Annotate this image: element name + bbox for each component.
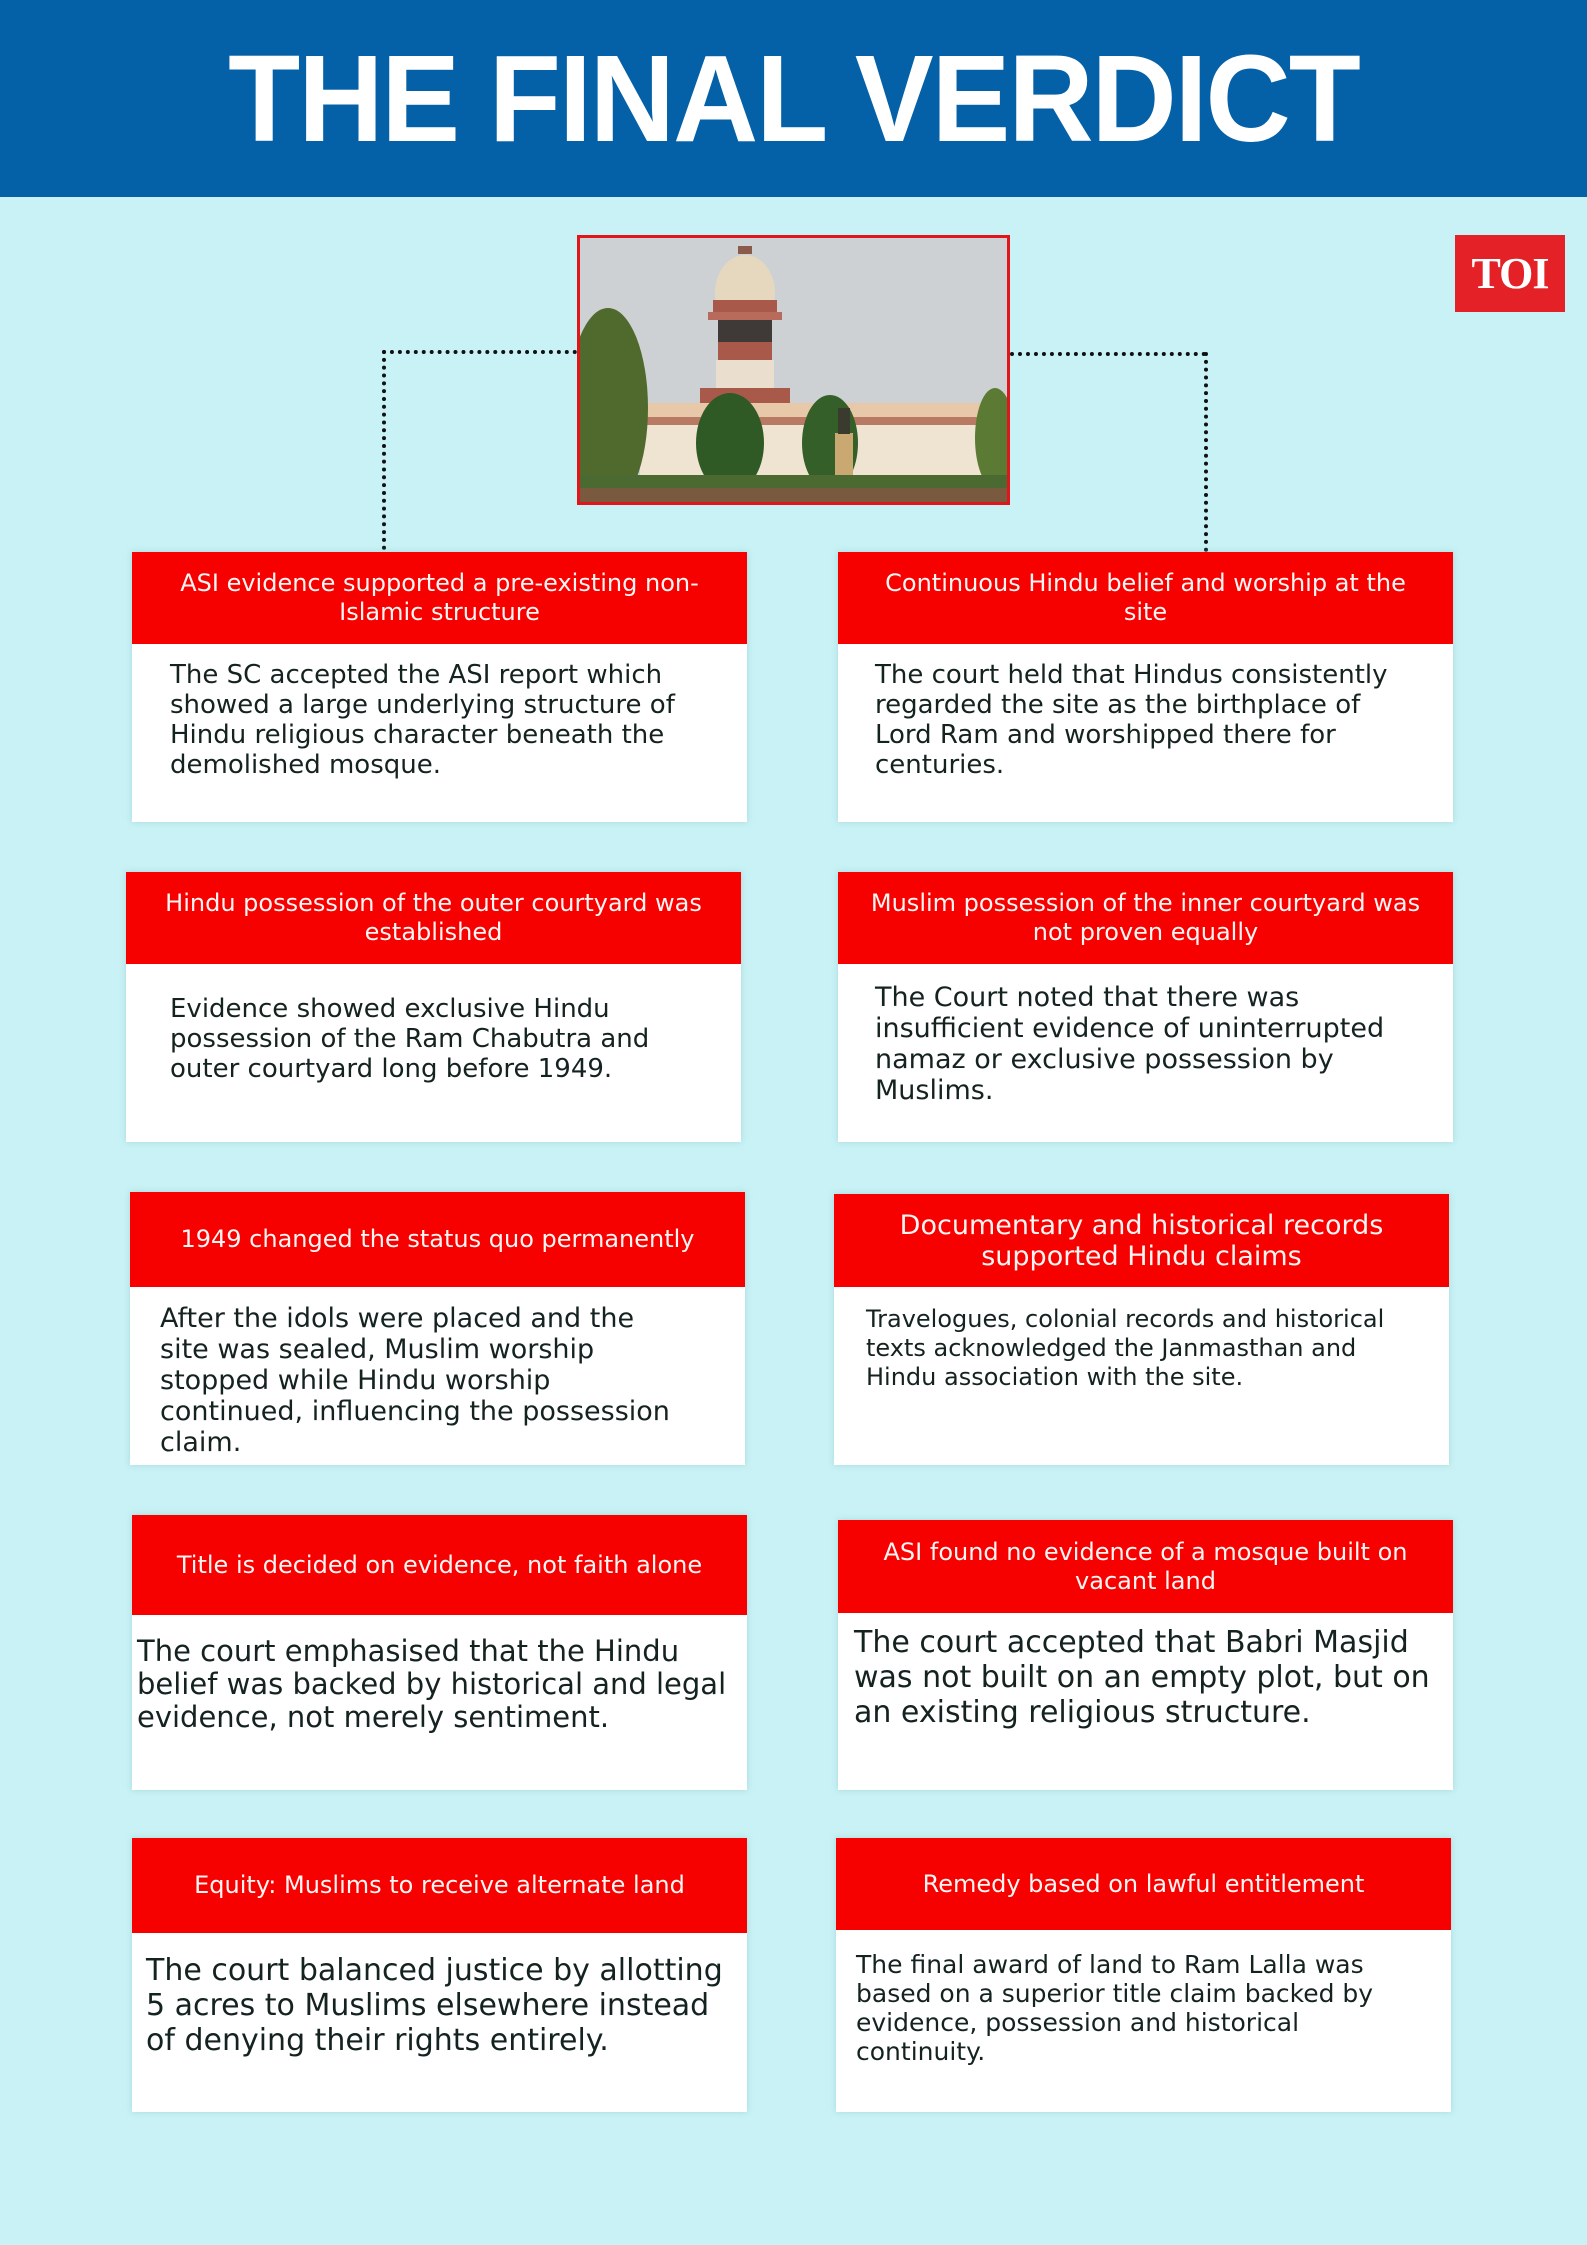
connector-left-horizontal	[382, 350, 577, 354]
card-header: ASI found no evidence of a mosque built on vacant land	[838, 1520, 1453, 1613]
toi-logo	[1455, 235, 1565, 312]
card-header: Remedy based on lawful entitlement	[836, 1838, 1451, 1930]
verdict-card-1949-status-quo	[130, 1192, 745, 1465]
title-banner	[0, 0, 1587, 197]
card-header: Equity: Muslims to receive alternate land	[132, 1838, 747, 1933]
verdict-card-evidence-not-faith	[132, 1515, 747, 1790]
verdict-card-no-vacant-land	[838, 1520, 1453, 1790]
page-title: THE FINAL VERDICT	[228, 29, 1359, 168]
supreme-court-photo	[577, 235, 1010, 505]
card-header: ASI evidence supported a pre-existing non-Islamic structure	[132, 552, 747, 644]
court-building-illustration	[580, 238, 1007, 502]
verdict-card-lawful-entitlement	[836, 1838, 1451, 2112]
card-body: The court accepted that Babri Masjid was not built on an empty plot, but on an existing religious structure.	[854, 1625, 1430, 1730]
connector-right-horizontal	[1010, 352, 1206, 356]
card-body: The Court noted that there was insufficient evidence of uninterrupted namaz or exclusive possession by Muslims.	[875, 982, 1385, 1106]
card-header: Hindu possession of the outer courtyard was established	[126, 872, 741, 964]
card-header: 1949 changed the status quo permanently	[130, 1192, 745, 1287]
card-body: The SC accepted the ASI report which showed a large underlying structure of Hindu religious character beneath the demolished mosque.	[170, 660, 675, 780]
card-header: Continuous Hindu belief and worship at the site	[838, 552, 1453, 644]
card-header: Title is decided on evidence, not faith alone	[132, 1515, 747, 1615]
card-body: The court balanced justice by allotting 5 acres to Muslims elsewhere instead of denying their rights entirely.	[146, 1953, 723, 2058]
card-body: The court held that Hindus consistently regarded the site as the birthplace of Lord Ram and worshipped there for centuries.	[875, 660, 1388, 780]
verdict-card-historical-records	[834, 1194, 1449, 1465]
card-body: Evidence showed exclusive Hindu possession of the Ram Chabutra and outer courtyard long before 1949.	[170, 994, 650, 1084]
toi-logo-text: TOI	[1471, 249, 1549, 298]
card-header: Documentary and historical records supported Hindu claims	[834, 1194, 1449, 1287]
connector-right-vertical	[1204, 352, 1208, 552]
card-body: After the idols were placed and the site was sealed, Muslim worship stopped while Hindu worship continued, influencing the possession claim.	[160, 1303, 670, 1458]
card-body: The court emphasised that the Hindu belief was backed by historical and legal evidence, not merely sentiment.	[137, 1634, 727, 1734]
verdict-card-inner-courtyard	[838, 872, 1453, 1142]
card-body: The final award of land to Ram Lalla was based on a superior title claim backed by evidence, possession and historical continuity.	[856, 1950, 1374, 2066]
card-header: Muslim possession of the inner courtyard was not proven equally	[838, 872, 1453, 964]
card-body: Travelogues, colonial records and historical texts acknowledged the Janmasthan and Hindu association with the site.	[866, 1305, 1385, 1391]
verdict-card-equity-alternate-land	[132, 1838, 747, 2112]
verdict-card-asi-evidence	[132, 552, 747, 822]
verdict-card-outer-courtyard	[126, 872, 741, 1142]
connector-left-vertical	[382, 350, 386, 550]
verdict-card-continuous-worship	[838, 552, 1453, 822]
